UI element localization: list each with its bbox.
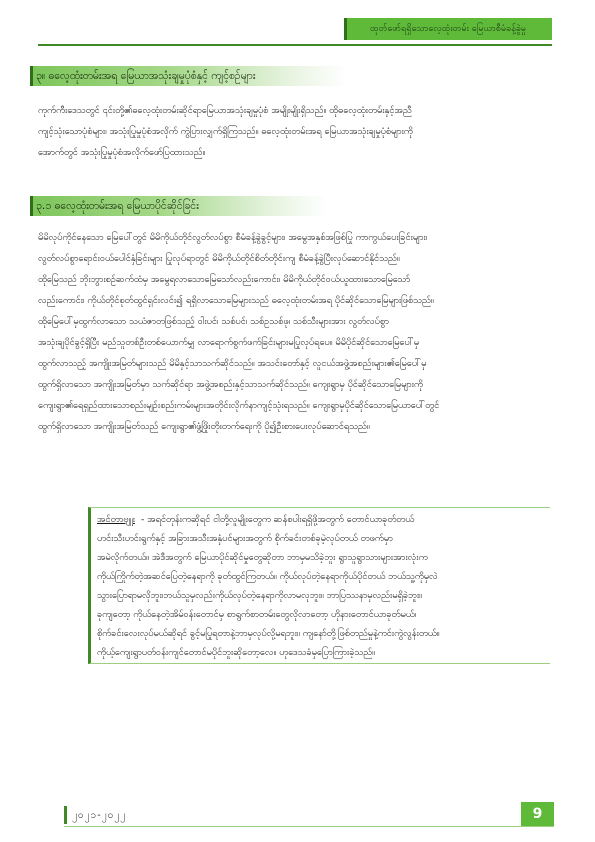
body-line: လည်းကောင်း၊ ကိုယ်တိုင်စုတ်ထွင်ရှင်းလင်း၍ ရရှိလာသောမြေများသည် ဓလေ့ထုံးတမ်းအရ ပိုင်ဆိုင်သောမြေများဖြစ်သည်။ bbox=[38, 295, 434, 306]
page-number: 9 bbox=[521, 802, 554, 826]
quote-line: ကိုယ့်ကျေးရွာပတ်ဝန်းကျင်တောင်မပိုင်ဘူးဆိုတော့လေ။ ဟုဒေသခံမှပြောကြားခဲ့သည်။ bbox=[97, 647, 375, 658]
quote-text: - အရင်တုန်းကဆိုရင် ငါတို့လူမျိုးတွေက ဆန်စပါးရရှိဖို့အတွက် တောင်ယာခုတ်တယ် bbox=[140, 514, 415, 525]
header-divider bbox=[38, 44, 552, 46]
body-line: လွတ်လပ်စွာရောင်းဝယ်ပေါင်နှံခြင်းများ ပြုလုပ်ရာတွင် မိမိကိုယ်တိုင်စိတ်တိုင်းကျ စီမံခန့်ခွဲပြီးလုပ်ဆောင်နိုင်သည်။ bbox=[38, 253, 400, 264]
section-heading bbox=[30, 66, 346, 86]
section-heading-text: ၃။ ဓလေ့ထုံးတမ်းအရ မြေယာအသုံးချမှုပုံစံနှင့် ကျင့်စဉ်များ bbox=[36, 70, 256, 82]
interview-quote-box bbox=[88, 507, 550, 664]
body-line: ထွက်လာသည့် အကျိုးအမြတ်များသည် မိမိနှင့်သာသက်ဆိုင်သည်။ အသင်းတော်နှင့် လူငယ်အဖွဲ့အစည်းများ၏မြေပေါ်မှ bbox=[38, 358, 427, 369]
footer-accent-bar bbox=[64, 806, 67, 824]
heading-accent-bar bbox=[30, 196, 33, 216]
body-line: ထွက်ရှိလာသော အကျိုးအမြတ်သည် ကျေးရွာ၏ဖွံ့ဖြိုးတိုးတက်ရေးကို ပို၍ဦးစားပေးလုပ်ဆောင်ရသည်။ bbox=[38, 421, 370, 432]
header-accent-bar bbox=[344, 18, 347, 40]
body-line: ထွက်ရှိလာသော အကျိုးအမြတ်မှာ သက်ဆိုင်ရာ အဖွဲ့အစည်းနှင့်သာသက်ဆိုင်သည်။ ကျေးရွာမှ ပိုင်ဆိုင်သောမြေများကို bbox=[38, 379, 423, 390]
body-line: ထိုမြေသည် ဘိုးဘွားစဉ်ဆက်ထံမှ အမွေရလာသောမြေသော်လည်းကောင်း၊ မိမိကိုယ်တိုင်ဝယ်ယူထားသောမြေသော် bbox=[38, 274, 411, 285]
section-body bbox=[38, 100, 552, 163]
subsection-heading bbox=[30, 196, 326, 216]
running-header-title: ထုတ်ဖော်ရရှိသောလေ့ထုံးတမ်း မြေယာစီမံခန့်ခွဲမှု bbox=[369, 24, 527, 34]
body-line: ကျေးရွာ၏ရေရှည်ထားသောစည်းမျဉ်းစည်းကမ်းများအတိုင်းလိုက်နာကျင့်သုံးရသည်။ ကျေးရွာမှပိုင်ဆိုင်သောမြေယာပေါ်တွင် bbox=[38, 400, 440, 411]
quote-line: သွားပြောရာမလိုဘူး၊ဘယ်သူမှလည်းကိုယ်လုပ်တဲ့နေရာကိုလာမလုဘူး။ ဘာပြဿနာမှလည်းမရှိခဲ့ဘူး။ bbox=[97, 590, 422, 601]
body-line: ကုက်ကီးဒေသတွင် ၎င်းတို့၏ဓလေ့ထုံးတမ်းဆိုင်ရာမြေယာအသုံးချမှုပုံစံ အမျိုးမျိုးရှိသည်။ ထိုဓလေ့ထုံးတမ်းနှင့်အညီ bbox=[38, 105, 412, 116]
body-line: ထိုမြေပေါ်မှထွက်လာသော သယံဇာတဖြစ်သည့် ဝါးပင်၊ သစ်ပင်၊ သစ်ဥသစ်ဖု၊ သစ်သီးများအား လွတ်လပ်စွာ bbox=[38, 316, 389, 327]
quote-line: ခုကျတော့ ကိုယ်နေတဲ့အိမ်ဝန်းတောင်မှ စာရွက်စာတမ်းတွေလိုလာတော့ ဟိုနားတောင်ယာခုတ်မယ်၊ bbox=[97, 609, 417, 620]
heading-accent-bar bbox=[30, 66, 33, 86]
quote-line: စိုက်ခင်းလေးလုပ်မယ်ဆိုရင် ခွင့်မပြုရတာနဲ့ဘာမှလုပ်လို့မရဘူး။ ကျနော်တို့ဖြစ်တည်မှုနဲ့ကင်းကွဲလွန်းတယ်။ bbox=[97, 628, 440, 639]
body-line: မိမိလုပ်ကိုင်နေသော မြေပေါ်တွင် မိမိကိုယ်တိုင်လွတ်လပ်စွာ စီမံခန့်ခွဲခွင့်များ၊ အမွေအနှစ်အဖြစ်ပြု ကာကွယ်ပေးခြင်းများ၊ bbox=[38, 232, 428, 243]
subsection-heading-text: ၃.၁ ဓလေ့ထုံးတမ်းအရ မြေယာပိုင်ဆိုင်ခြင်း bbox=[36, 200, 199, 212]
body-line: အောက်တွင် အသုံးပြုမှုပုံစံအလိုက်ဖော်ပြထားသည်။ bbox=[38, 147, 206, 158]
footer-year-range: ၂၀၂၁-၂၀၂၂ bbox=[72, 810, 127, 821]
body-line: ကျင့်သုံးသောပုံစံများ၊ အသုံးပြုမှုပုံစံအလိုက် ကွဲပြားလျှက်ရှိကြသည်။ ဓလေ့ထုံးတမ်းအရ မြေယာအသုံးချမှုပုံစံများကို bbox=[38, 126, 413, 137]
quote-line bbox=[97, 510, 550, 529]
footer-divider bbox=[64, 826, 554, 827]
subsection-body bbox=[38, 227, 552, 437]
quote-line: အမဲလိုက်တယ်။ အဲဒီအတွက် မြေယာပိုင်ဆိုင်မှုတွေဆိုတာ ဘာမှမသိခဲ့ဘူး ရွာသူရွာသားများအားလုံးက bbox=[97, 552, 428, 563]
quote-line: ကိုယ်ကြိုက်တဲ့အဆင်ပြေတဲ့နေရာကို ခုတ်ထွင်ကြတယ်။ ကိုယ်လုပ်တဲ့နေရာကိုယ်ပိုင်တယ် ဘယ်သူ့ကိုမှလဲ bbox=[97, 571, 438, 582]
body-line: အသုံးချပိုင်ခွင့်ရှိပြီး မည်သူတစ်ဦးတစ်ယောက်မျှ လာရောက်စွက်ဖက်ခြင်းများမပြုလုပ်ရပေ။ မိမိပိုင်ဆိုင်သောမြေပေါ်မှ bbox=[38, 337, 420, 348]
quote-line: ဟင်းသီးဟင်းရွက်နှင့် အခြားအသီးအနှံပင်များအတွက် စိုက်ခင်းတစ်ခုမဲ့လုပ်တယ် တဖက်မှာ bbox=[97, 533, 393, 544]
interview-label: အင်တာဗျူး bbox=[97, 514, 135, 525]
running-header bbox=[344, 18, 552, 40]
